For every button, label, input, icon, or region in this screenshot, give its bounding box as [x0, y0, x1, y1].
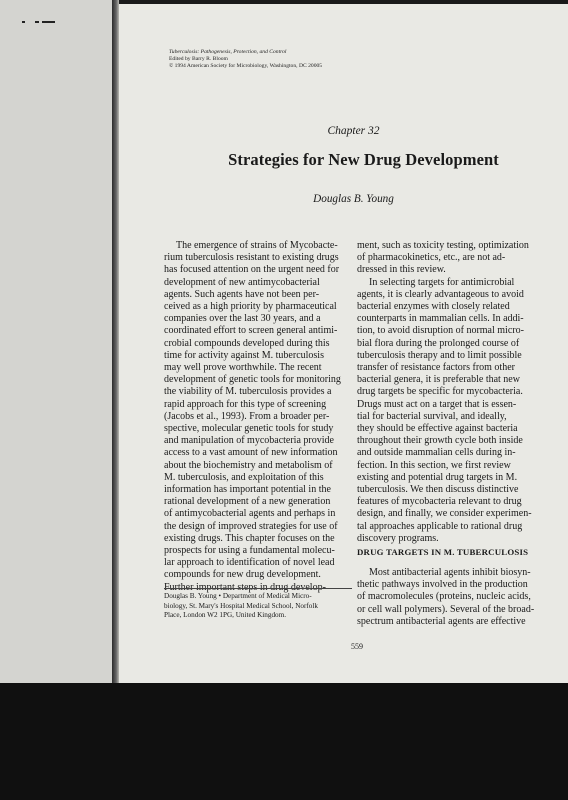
text-line: fection. In this section, we first review [357, 459, 511, 471]
text-line: or cell wall polymers). Several of the broad- [357, 603, 535, 615]
text-line: bial flora during the prolonged course of [357, 337, 520, 349]
text-line: and manipulation of mycobacteria provide [164, 435, 334, 447]
book-page [119, 4, 568, 690]
text-line: discovery programs. [357, 532, 439, 544]
text-line: lar approach to identification of novel lead [164, 557, 335, 569]
text-line: time for activity against M. tuberculosis [164, 349, 324, 361]
text-line: Douglas B. Young • Department of Medical Micro- [164, 592, 312, 600]
page-number: 559 [351, 642, 363, 651]
text-line: biology, St. Mary's Hospital Medical School, Norfolk [164, 601, 318, 610]
scan-dark-border [0, 683, 568, 800]
author-name: Douglas B. Young [313, 193, 394, 205]
text-line: of antimycobacterial agents and perhaps in [164, 508, 336, 520]
text-line: coordinated effort to screen general antimi- [164, 325, 338, 337]
text-line: ment, such as toxicity testing, optimization [357, 240, 529, 251]
text-line: crobial compounds developed during this [164, 337, 330, 349]
scan-speck [22, 21, 25, 23]
text-line: they should be effective against bacteria [357, 423, 518, 435]
header-meta [169, 49, 322, 70]
text-line: the design of improved strategies for use of [164, 520, 338, 532]
text-line: Most antibacterial agents inhibit biosyn- [369, 567, 531, 578]
text-line: tal approaches applicable to rational drug [357, 520, 523, 532]
series-title: Tuberculosis: Pathogenesis, Protection, and Control [169, 49, 287, 55]
text-line: rium tuberculosis resistant to existing drugs [164, 252, 339, 264]
text-line: agents. Such agents have not been per- [164, 288, 320, 300]
text-line: drug targets be specific for mycobacteria. [357, 386, 523, 398]
text-line: M. tuberculosis, and exploitation of this [164, 471, 324, 483]
text-line: bacterial enzymes with closely related [357, 301, 510, 313]
text-line: thetic pathways involved in the production [357, 579, 528, 591]
text-line: has focused attention on the urgent need for [164, 264, 340, 276]
text-line: design, and finally, we consider experimen- [357, 508, 532, 520]
text-line: of pharmacokinetics, etc., are not ad- [357, 252, 506, 264]
text-line: of macromolecules (proteins, nucleic acids, [357, 591, 531, 603]
text-line: compounds for new drug development. [164, 569, 321, 581]
text-line: may well prove worthwhile. The recent [164, 362, 322, 374]
text-line: tial for bacterial survival, and ideally, [357, 410, 507, 422]
book-spine [112, 0, 119, 690]
right-column-continued [357, 567, 542, 628]
text-line: tuberculosis. We then discuss distinctive [357, 484, 519, 496]
scan-speck [42, 21, 55, 23]
text-line: rapid approach for this type of screening [164, 398, 327, 410]
text-line: features of mycobacteria relevant to drug [357, 496, 522, 508]
text-line: spective, molecular genetic tools for study [164, 423, 334, 435]
editor-line: Edited by Barry R. Bloom [169, 56, 228, 62]
text-line: tuberculosis therapy and to limit possible [357, 349, 522, 361]
text-line: information has important potential in the [164, 484, 331, 496]
text-line: spectrum antibacterial agents are effective [357, 615, 526, 627]
text-line: transfer of resistance factors from other [357, 362, 515, 374]
text-line: development of new antimycobacterial [164, 276, 320, 288]
text-line: and outside mammalian cells during in- [357, 447, 516, 459]
text-line: counterparts in mammalian cells. In addi- [357, 313, 524, 325]
right-column [357, 240, 542, 545]
text-line: ceived as a high priority by pharmaceutical [164, 301, 337, 313]
text-line: dressed in this review. [357, 264, 446, 276]
text-line: access to a vast amount of new information [164, 447, 338, 459]
chapter-label: Chapter 32 [327, 125, 380, 137]
text-line: The emergence of strains of Mycobacte- [176, 240, 338, 251]
text-line: existing and potential drug targets in M. [357, 471, 518, 483]
section-heading: DRUG TARGETS IN M. TUBERCULOSIS [357, 547, 529, 557]
text-line: existing drugs. This chapter focuses on the [164, 532, 335, 544]
text-line: Drugs must act on a target that is essen- [357, 398, 517, 410]
text-line: (Jacobs et al., 1993). From a broader per- [164, 410, 330, 422]
text-line: development of genetic tools for monitoring [164, 374, 341, 386]
text-line: In selecting targets for antimicrobial [369, 276, 515, 288]
text-line: prospects for using a fundamental molecu- [164, 545, 335, 557]
chapter-title: Strategies for New Drug Development [228, 150, 499, 169]
text-line: agents, it is clearly advantageous to avoid [357, 288, 524, 300]
text-line: tion, to avoid disruption of normal micro- [357, 325, 524, 337]
text-line: rational development of a new generation [164, 496, 331, 508]
text-line: companies over the last 30 years, and a [164, 313, 321, 325]
scan-speck [35, 21, 39, 23]
author-footnote [164, 592, 359, 621]
text-line: throughout their growth cycle both inside [357, 435, 523, 447]
copyright-line: © 1994 American Society for Microbiology, Washington, DC 20005 [169, 63, 323, 69]
text-line: Place, London W2 1PG, United Kingdom. [164, 611, 287, 619]
text-line: the viability of M. tuberculosis provides a [164, 386, 332, 398]
left-column [164, 240, 364, 594]
text-line: bacterial genera, it is preferable that new [357, 374, 520, 386]
footnote-rule [164, 588, 352, 589]
text-line: about the biochemistry and metabolism of [164, 459, 333, 471]
